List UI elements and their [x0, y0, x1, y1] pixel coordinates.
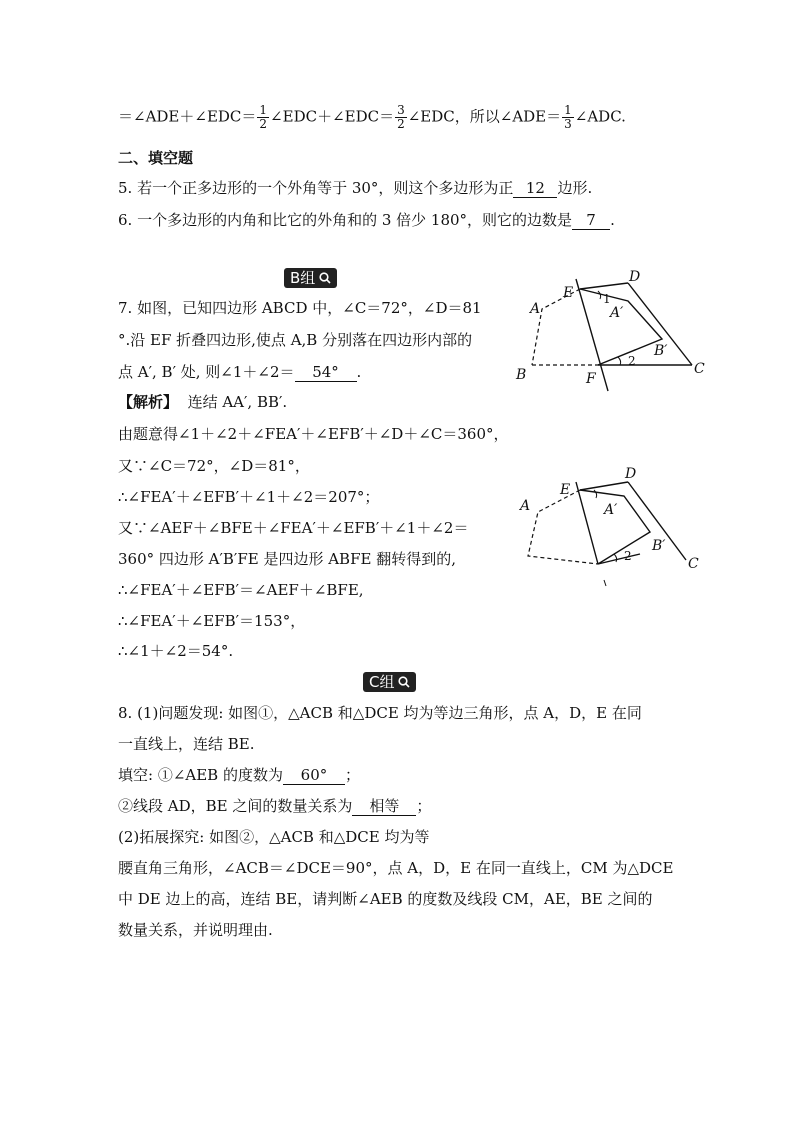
analysis-line: 又∵∠AEF＋∠BFE＋∠FEA′＋∠EFB′＋∠1＋∠2＝ [118, 519, 469, 537]
fraction-numerator: 1 [564, 103, 572, 117]
fraction-half [257, 104, 269, 131]
answer-blank: 7 [572, 212, 610, 230]
analysis-text: 连结 AA′, BB′. [187, 393, 288, 411]
question-8-line1: 8. (1)问题发现: 如图①，△ACB 和△DCE 均为等边三角形，点 A，D，E 在同 [118, 704, 642, 722]
question-text: ； [416, 797, 432, 815]
label-e: E [563, 285, 574, 301]
search-icon [398, 676, 410, 688]
question-text: 5. 若一个正多边形的一个外角等于 30°，则这个多边形为正 [118, 179, 514, 197]
question-8-line2: 一直线上，连结 BE. [118, 735, 255, 753]
question-text: ②线段 AD，BE 之间的数量关系为 [118, 797, 353, 815]
analysis-line: 360° 四边形 A′B′FE 是四边形 ABFE 翻转得到的, [118, 550, 456, 568]
question-8-line4 [118, 796, 431, 816]
answer-blank: 12 [513, 180, 557, 198]
label-a-prime: A′ [604, 502, 618, 518]
question-text: 填空: ①∠AEB 的度数为 [118, 766, 283, 784]
fraction-numerator: 1 [259, 103, 268, 117]
analysis-header [118, 392, 287, 412]
label-a: A [530, 301, 541, 317]
label-e: E [560, 482, 571, 498]
search-icon [319, 272, 331, 284]
fold-quadrilateral-figure [510, 265, 710, 395]
angle-1-arc [594, 490, 597, 498]
edge-fb-prime [598, 554, 640, 564]
angle-1-arc [598, 291, 601, 299]
label-b-prime: B′ [652, 538, 666, 554]
equation-part: ∠EDC＋∠EDC＝ [270, 107, 395, 126]
group-c-badge [363, 672, 416, 692]
question-7-line1: 7. 如图，已知四边形 ABCD 中，∠C＝72°，∠D＝81 [118, 299, 482, 317]
question-7-line2: °.沿 EF 折叠四边形,使点 A,B 分别落在四边形内部的 [118, 331, 473, 349]
question-8-line6: 腰直角三角形，∠ACB＝∠DCE＝90°，点 A，D，E 在同一直线上，CM 为△DCE [118, 859, 674, 877]
analysis-line: ∴∠FEA′＋∠EFB′＝153°， [118, 612, 306, 630]
question-text: 边形. [557, 179, 593, 197]
analysis-label: 【解析】 [118, 393, 179, 411]
fraction-denominator: 2 [259, 117, 268, 131]
label-c: C [694, 361, 705, 377]
question-8-line3 [118, 765, 360, 785]
section-heading: 二、填空题 [118, 149, 194, 167]
fraction-numerator: 3 [397, 103, 405, 117]
question-5 [118, 178, 592, 198]
edge-ed [580, 283, 628, 289]
question-7-line3 [118, 362, 361, 382]
fraction-third [562, 104, 574, 131]
question-text: . [356, 363, 362, 381]
analysis-line: 由题意得∠1＋∠2＋∠FEA′＋∠EFB′＋∠D＋∠C＝360°， [118, 425, 509, 443]
answer-blank: 相等 [352, 798, 416, 816]
group-b-badge [284, 268, 337, 288]
label-c: C [688, 556, 699, 572]
fraction-three-halves [395, 104, 407, 131]
stray-mark [604, 580, 606, 586]
question-6 [118, 210, 615, 230]
group-label: B组 [290, 269, 316, 287]
group-label: C组 [369, 673, 395, 691]
question-text: 点 A′, B′ 处, 则∠1＋∠2＝ [118, 363, 295, 381]
question-text: . [610, 211, 615, 229]
label-f: F [586, 371, 596, 387]
question-8-line5: (2)拓展探究: 如图②，△ACB 和△DCE 均为等 [118, 828, 430, 846]
analysis-line: ∴∠1＋∠2＝54°. [118, 642, 234, 660]
equation-part: ∠EDC，所以∠ADE＝ [407, 107, 562, 126]
label-angle-2: 2 [624, 549, 632, 563]
fraction-denominator: 3 [564, 117, 572, 131]
label-a-prime: A′ [610, 305, 624, 321]
folded-quadrilateral [580, 289, 662, 365]
question-text: 6. 一个多边形的内角和比它的外角和的 3 倍少 180°，则它的边数是 [118, 211, 573, 229]
analysis-line: ∴∠FEA′＋∠EFB′＋∠1＋∠2＝207°； [118, 488, 380, 506]
answer-blank: 60° [283, 767, 345, 785]
answer-blank: 54° [295, 364, 357, 382]
label-angle-1: 1 [603, 292, 611, 306]
question-text: ； [344, 766, 360, 784]
question-8-line7: 中 DE 边上的高，连结 BE，请判断∠AEB 的度数及线段 CM，AE，BE 之间的 [118, 890, 653, 908]
analysis-line: ∴∠FEA′＋∠EFB′＝∠AEF＋∠BFE, [118, 581, 364, 599]
label-b: B [516, 367, 527, 383]
analysis-line: 又∵∠C＝72°，∠D＝81°， [118, 457, 310, 475]
analysis-figure [510, 460, 710, 590]
question-8-line8: 数量关系，并说明理由. [118, 921, 273, 939]
angle-2-arc [618, 357, 621, 365]
edge-ed [580, 482, 628, 490]
fraction-denominator: 2 [397, 117, 405, 131]
equation-line [118, 104, 626, 131]
label-angle-2: 2 [628, 354, 636, 368]
equation-part: ＝∠ADE＋∠EDC＝ [118, 107, 257, 126]
label-b-prime: B′ [654, 343, 668, 359]
label-d: D [625, 466, 637, 482]
label-a: A [520, 498, 531, 514]
fold-line-ef [576, 482, 598, 564]
label-d: D [629, 269, 641, 285]
equation-part: ∠ADC. [574, 107, 626, 126]
